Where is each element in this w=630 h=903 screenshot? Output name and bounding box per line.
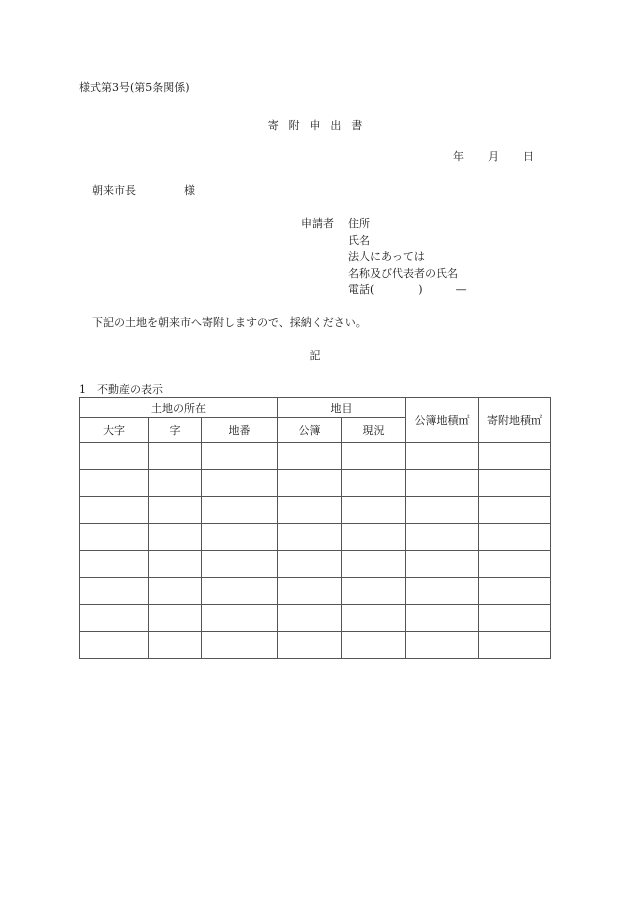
table-row xyxy=(80,497,551,524)
table-row xyxy=(80,605,551,632)
header-location: 土地の所在 xyxy=(80,398,278,418)
table-cell[interactable] xyxy=(80,470,149,497)
table-row xyxy=(80,578,551,605)
table-cell[interactable] xyxy=(80,578,149,605)
table-cell[interactable] xyxy=(479,632,551,659)
applicant-corp-name-label: 名称及び代表者の氏名 xyxy=(348,267,458,280)
document-title: 寄附申出書 xyxy=(267,119,373,132)
table-cell[interactable] xyxy=(149,605,202,632)
table-cell[interactable] xyxy=(479,443,551,470)
table-cell[interactable] xyxy=(202,524,278,551)
table-cell[interactable] xyxy=(342,632,406,659)
header-ji: 字 xyxy=(149,418,202,443)
applicant-name-label: 氏名 xyxy=(348,234,370,247)
table-cell[interactable] xyxy=(149,524,202,551)
table-cell[interactable] xyxy=(278,443,342,470)
table-cell[interactable] xyxy=(278,632,342,659)
addressee-name: 朝来市長 xyxy=(92,184,136,197)
date-month-label: 月 xyxy=(488,150,499,163)
header-chimoku: 地目 xyxy=(278,398,406,418)
table-cell[interactable] xyxy=(278,497,342,524)
table-cell[interactable] xyxy=(149,497,202,524)
section-number: 1 xyxy=(79,383,86,396)
table-cell[interactable] xyxy=(479,578,551,605)
applicant-address-label: 住所 xyxy=(348,217,370,230)
table-cell[interactable] xyxy=(479,497,551,524)
table-row xyxy=(80,632,551,659)
table-cell[interactable] xyxy=(149,632,202,659)
ki-heading: 記 xyxy=(309,349,321,362)
addressee-honorific: 様 xyxy=(184,184,195,197)
applicant-label: 申請者 xyxy=(301,217,334,230)
addressee xyxy=(92,184,195,198)
table-cell[interactable] xyxy=(80,443,149,470)
table-cell[interactable] xyxy=(80,497,149,524)
table-cell[interactable] xyxy=(342,443,406,470)
table-cell[interactable] xyxy=(202,443,278,470)
table-cell[interactable] xyxy=(80,632,149,659)
property-table xyxy=(79,397,551,659)
table-cell[interactable] xyxy=(202,578,278,605)
table-cell[interactable] xyxy=(149,578,202,605)
table-cell[interactable] xyxy=(80,605,149,632)
table-cell[interactable] xyxy=(479,470,551,497)
date-day-label: 日 xyxy=(523,150,534,163)
table-cell[interactable] xyxy=(202,551,278,578)
table-cell[interactable] xyxy=(406,632,479,659)
table-cell[interactable] xyxy=(406,470,479,497)
table-row xyxy=(80,443,551,470)
table-cell[interactable] xyxy=(149,470,202,497)
table-cell[interactable] xyxy=(342,551,406,578)
table-cell[interactable] xyxy=(479,605,551,632)
applicant-phone-label: 電話( ) — xyxy=(348,283,467,296)
table-cell[interactable] xyxy=(278,470,342,497)
section-heading xyxy=(79,383,163,397)
table-cell[interactable] xyxy=(278,578,342,605)
table-body xyxy=(80,443,551,659)
header-kobo: 公簿 xyxy=(278,418,342,443)
table-cell[interactable] xyxy=(479,524,551,551)
form-number: 様式第3号(第5条関係) xyxy=(79,81,190,94)
table-row xyxy=(80,524,551,551)
table-cell[interactable] xyxy=(202,470,278,497)
table-cell[interactable] xyxy=(202,605,278,632)
table-cell[interactable] xyxy=(202,497,278,524)
table-cell[interactable] xyxy=(149,443,202,470)
table-cell[interactable] xyxy=(342,605,406,632)
table-cell[interactable] xyxy=(80,524,149,551)
table-cell[interactable] xyxy=(342,470,406,497)
section-title: 不動産の表示 xyxy=(97,383,163,396)
table-cell[interactable] xyxy=(278,605,342,632)
table-cell[interactable] xyxy=(80,551,149,578)
header-chiban: 地番 xyxy=(202,418,278,443)
table-cell[interactable] xyxy=(342,578,406,605)
table-cell[interactable] xyxy=(202,632,278,659)
table-cell[interactable] xyxy=(406,551,479,578)
table-cell[interactable] xyxy=(406,524,479,551)
table-cell[interactable] xyxy=(342,524,406,551)
table-cell[interactable] xyxy=(406,497,479,524)
table-cell[interactable] xyxy=(406,443,479,470)
header-aza: 大字 xyxy=(80,418,149,443)
table-cell[interactable] xyxy=(278,551,342,578)
date-year-label: 年 xyxy=(453,150,464,163)
table-cell[interactable] xyxy=(342,497,406,524)
body-text: 下記の土地を朝来市へ寄附しますので、採納ください。 xyxy=(92,316,367,329)
table-row xyxy=(80,551,551,578)
applicant-corp-note: 法人にあっては xyxy=(348,250,425,263)
table-cell[interactable] xyxy=(278,524,342,551)
header-area-donation: 寄附地積㎡ xyxy=(479,398,551,443)
header-area-registry: 公簿地積㎡ xyxy=(406,398,479,443)
table-cell[interactable] xyxy=(149,551,202,578)
table-cell[interactable] xyxy=(406,578,479,605)
table-row xyxy=(80,470,551,497)
header-genkyo: 現況 xyxy=(342,418,406,443)
table-cell[interactable] xyxy=(479,551,551,578)
table-cell[interactable] xyxy=(406,605,479,632)
